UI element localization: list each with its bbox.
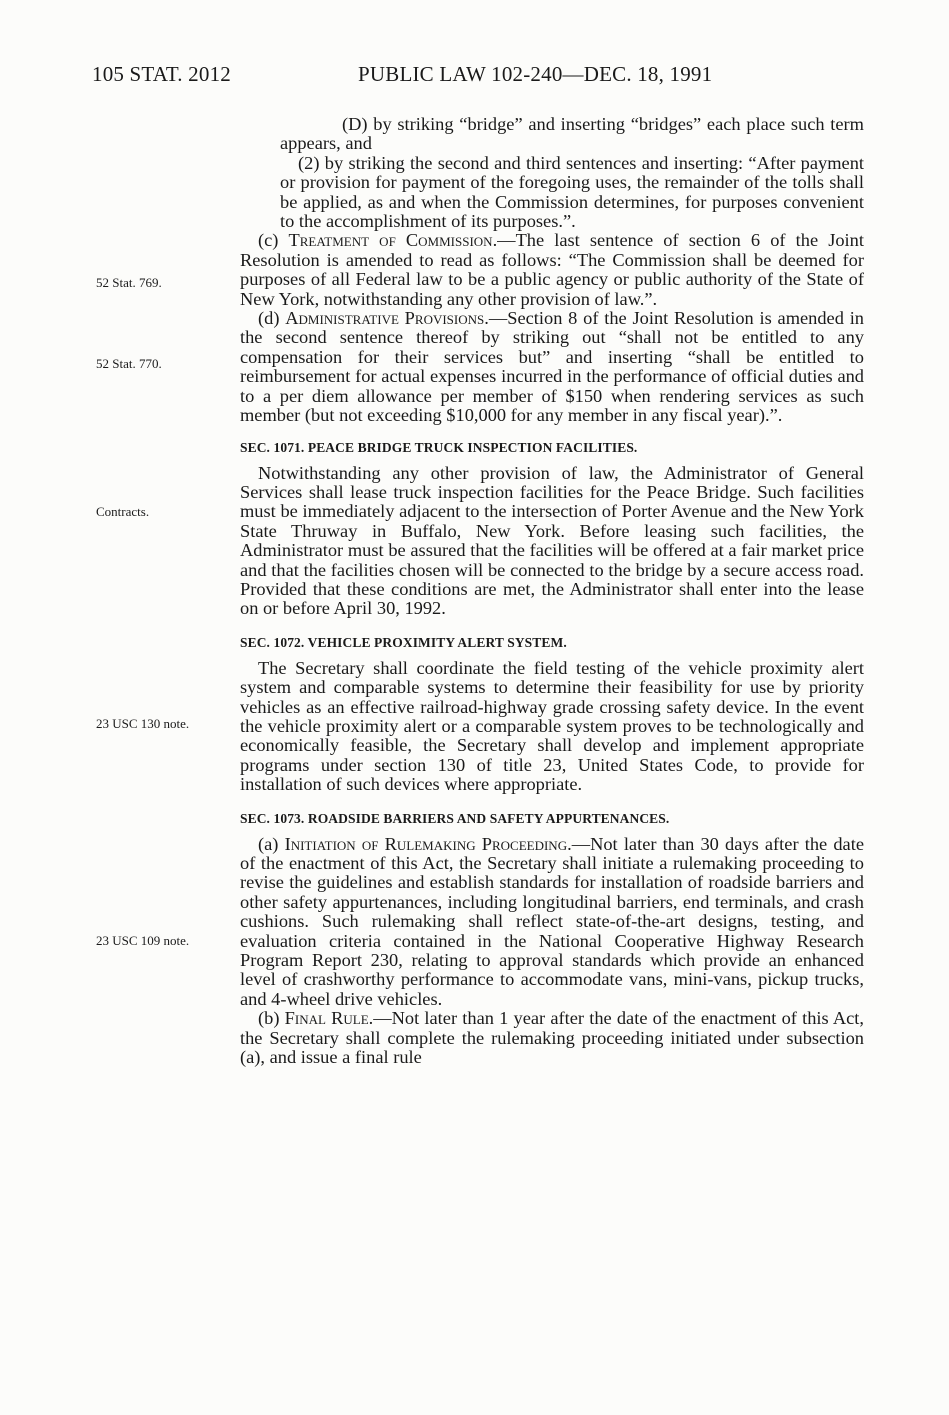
subsection-heading: Treatment of Commission. bbox=[288, 230, 498, 251]
margin-note: Contracts. bbox=[96, 504, 150, 519]
section-text: Notwithstanding any other provision of law, the Administrator of General Services shall lease truck inspection facilities for the Peace Bridge. Such facilities must be immediately adjacent to the intersection of Porter Avenue and the New York State Thruway in Buffalo, New York. Before leasing such facilities, the Administrator must be assured that the facilities will be offered at a fair market price and that the facilities chosen will be connected to the bridge by a secure access road. Provided that these conditions are met, the Administrator shall enter into the lease on or before April 30, 1992. bbox=[240, 462, 864, 619]
subsection-text: —The last sentence of section 6 of the Joint Resolution is amended to read as follows: “The Commission shall be deemed for purposes of all Federal law to be a public agency or public authority of the State of New York, notwithstanding any other provision of law.”. bbox=[240, 230, 864, 309]
subsection-label: (a) bbox=[258, 833, 285, 854]
margin-note: 52 Stat. 770. bbox=[96, 356, 162, 371]
subsection-heading: Initiation of Rulemaking Proceeding. bbox=[284, 833, 572, 854]
margin-note: 23 USC 130 note. bbox=[96, 716, 190, 731]
page-header bbox=[92, 62, 872, 98]
subsection-text: —Not later than 30 days after the date of the enactment of this Act, the Secretary shall initiate a rulemaking proceeding to revise the guidelines and establish standards for installation of roadside barriers and other safety appurtenances, including longitudinal barriers, end terminals, and crash cushions. Such rulemaking shall reflect state-of-the-art designs, testing, and evaluation criteria contained in the National Cooperative Highway Research Program Report 230, relating to approval standards which provide an enhanced level of crashworthy performance to accommodate vans, mini-vans, pickup trucks, and 4-wheel drive vehicles. bbox=[240, 833, 864, 1009]
subsection-a bbox=[240, 835, 864, 1010]
public-law-title: PUBLIC LAW 102-240—DEC. 18, 1991 bbox=[358, 62, 713, 86]
section-heading: SEC. 1072. VEHICLE PROXIMITY ALERT SYSTEM. bbox=[240, 634, 567, 650]
subsection-heading: Administrative Provisions. bbox=[285, 308, 489, 329]
subsection-label: (d) bbox=[258, 308, 286, 329]
margin-note: 52 Stat. 769. bbox=[96, 275, 162, 290]
subsection-c bbox=[240, 231, 864, 309]
subsection-b bbox=[240, 1009, 864, 1067]
section-text: The Secretary shall coordinate the field testing of the vehicle proximity alert system and comparable systems to determine their feasibility for use by priority vehicles as an effective railroad-highway grade crossing safety device. In the event the vehicle proximity alert or a comparable system proves to be technologically and economically feasible, the Secretary shall develop and implement appropriate programs under section 130 of title 23, United States Code, to provide for installation of such devices where appropriate. bbox=[240, 657, 864, 795]
subsection-heading: Final Rule. bbox=[284, 1008, 374, 1029]
section-heading: SEC. 1073. ROADSIDE BARRIERS AND SAFETY APPURTENANCES. bbox=[240, 810, 670, 826]
subsection-text: —Section 8 of the Joint Resolution is amended in the second sentence thereof by striking out “shall not be entitled to any compensation for their services but” and inserting “shall be entitled to reimbursement for actual expenses incurred in the performance of official duties and to a per diem allowance per member of $150 when rendering services as such member (but not exceeding $10,000 for any member in any fiscal year).”. bbox=[240, 308, 864, 426]
paragraph-2: (2) by striking the second and third sentences and inserting: “After payment or provision for payment of the foregoing uses, the remainder of the tolls shall be applied, as and when the Commission determines, for purposes convenient to the accomplishment of its purposes.”. bbox=[280, 152, 864, 232]
subsection-text: —Not later than 1 year after the date of the enactment of this Act, the Secretary shall complete the rulemaking proceeding initiated under subsection (a), and issue a final rule bbox=[240, 1008, 865, 1068]
subsection-label: (c) bbox=[258, 230, 289, 251]
paragraph-d: (D) by striking “bridge” and inserting “bridges” each place such term appears, and bbox=[280, 114, 864, 154]
subsection-d bbox=[240, 309, 864, 425]
margin-note: 23 USC 109 note. bbox=[96, 933, 190, 948]
section-heading: SEC. 1071. PEACE BRIDGE TRUCK INSPECTION FACILITIES. bbox=[240, 439, 638, 455]
statute-page-number: 105 STAT. 2012 bbox=[92, 62, 231, 86]
subsection-label: (b) bbox=[258, 1008, 285, 1029]
body-text bbox=[240, 115, 864, 1067]
